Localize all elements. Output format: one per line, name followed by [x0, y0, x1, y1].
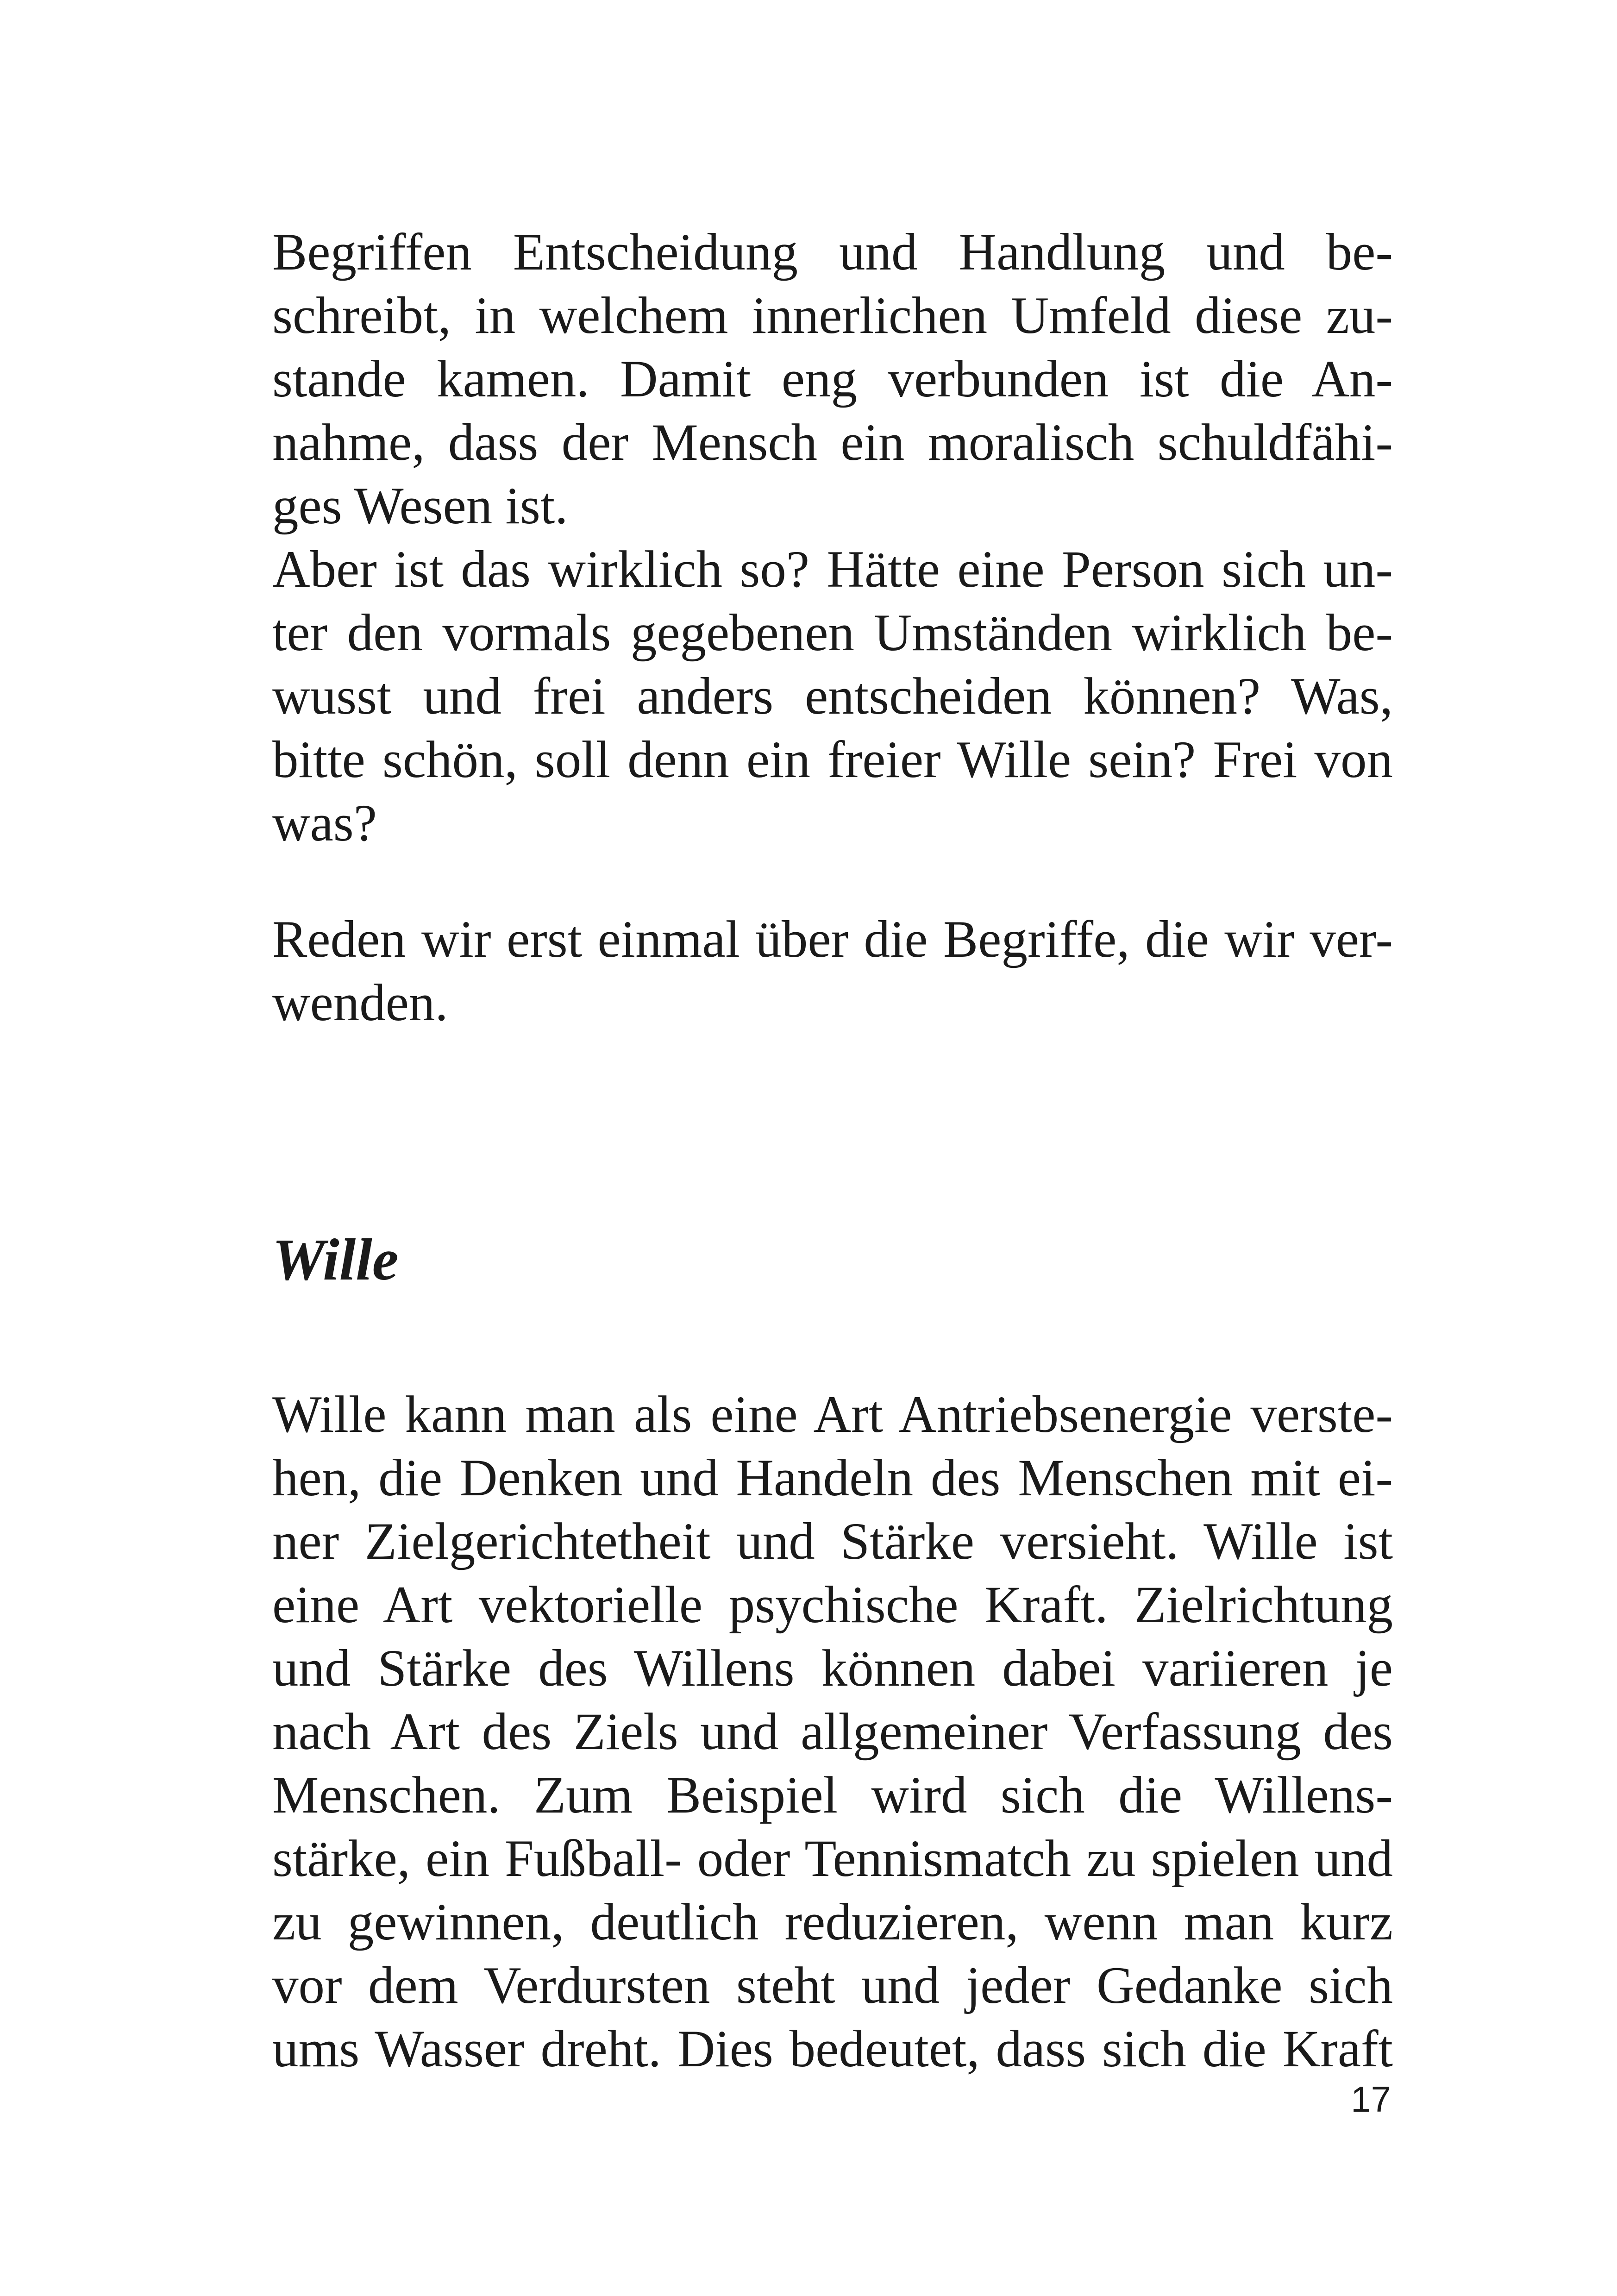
text-line: wenden.	[272, 974, 448, 1032]
text-line: bitte schön, soll denn ein freier Wille sein? Frei von	[272, 731, 1393, 789]
text-line: was?	[272, 794, 377, 852]
text-line: nach Art des Ziels und allgemeiner Verfassung des	[272, 1703, 1393, 1761]
page-number: 17	[1351, 2079, 1391, 2120]
text-line: stärke, ein Fußball- oder Tennismatch zu spielen und	[272, 1830, 1393, 1888]
section-heading: Wille	[272, 1227, 399, 1292]
text-line: nahme, dass der Mensch ein moralisch schuldfähi-	[272, 414, 1393, 471]
text-line: Menschen. Zum Beispiel wird sich die Willens-	[272, 1766, 1393, 1824]
text-line: Aber ist das wirklich so? Hätte eine Person sich un-	[272, 540, 1393, 598]
text-line: eine Art vektorielle psychische Kraft. Zielrichtung	[272, 1576, 1393, 1634]
paragraph-1	[272, 220, 1393, 538]
paragraph-3	[272, 908, 1393, 1035]
text-line: zu gewinnen, deutlich reduzieren, wenn man kurz	[272, 1893, 1393, 1951]
text-line: hen, die Denken und Handeln des Menschen mit ei-	[272, 1449, 1393, 1507]
text-line: Wille kann man als eine Art Antriebsenergie verste-	[272, 1386, 1393, 1443]
text-line: schreibt, in welchem innerlichen Umfeld diese zu-	[272, 287, 1393, 345]
text-line: ums Wasser dreht. Dies bedeutet, dass sich die Kraft	[272, 2020, 1393, 2078]
text-line: Begriffen Entscheidung und Handlung und be-	[272, 223, 1393, 281]
text-line: und Stärke des Willens können dabei variieren je	[272, 1639, 1393, 1697]
text-line: ges Wesen ist.	[272, 477, 568, 535]
paragraph-4	[272, 1383, 1393, 2081]
text-line: wusst und frei anders entscheiden können? Was,	[272, 667, 1393, 725]
text-line: ter den vormals gegebenen Umständen wirklich be-	[272, 604, 1393, 662]
paragraph-2	[272, 538, 1393, 855]
text-line: ner Zielgerichtetheit und Stärke versieht. Wille ist	[272, 1512, 1393, 1570]
text-line: stande kamen. Damit eng verbunden ist die An-	[272, 350, 1393, 408]
text-line: vor dem Verdursten steht und jeder Gedanke sich	[272, 1957, 1393, 2014]
text-line: Reden wir erst einmal über die Begriffe, die wir ver-	[272, 910, 1393, 968]
